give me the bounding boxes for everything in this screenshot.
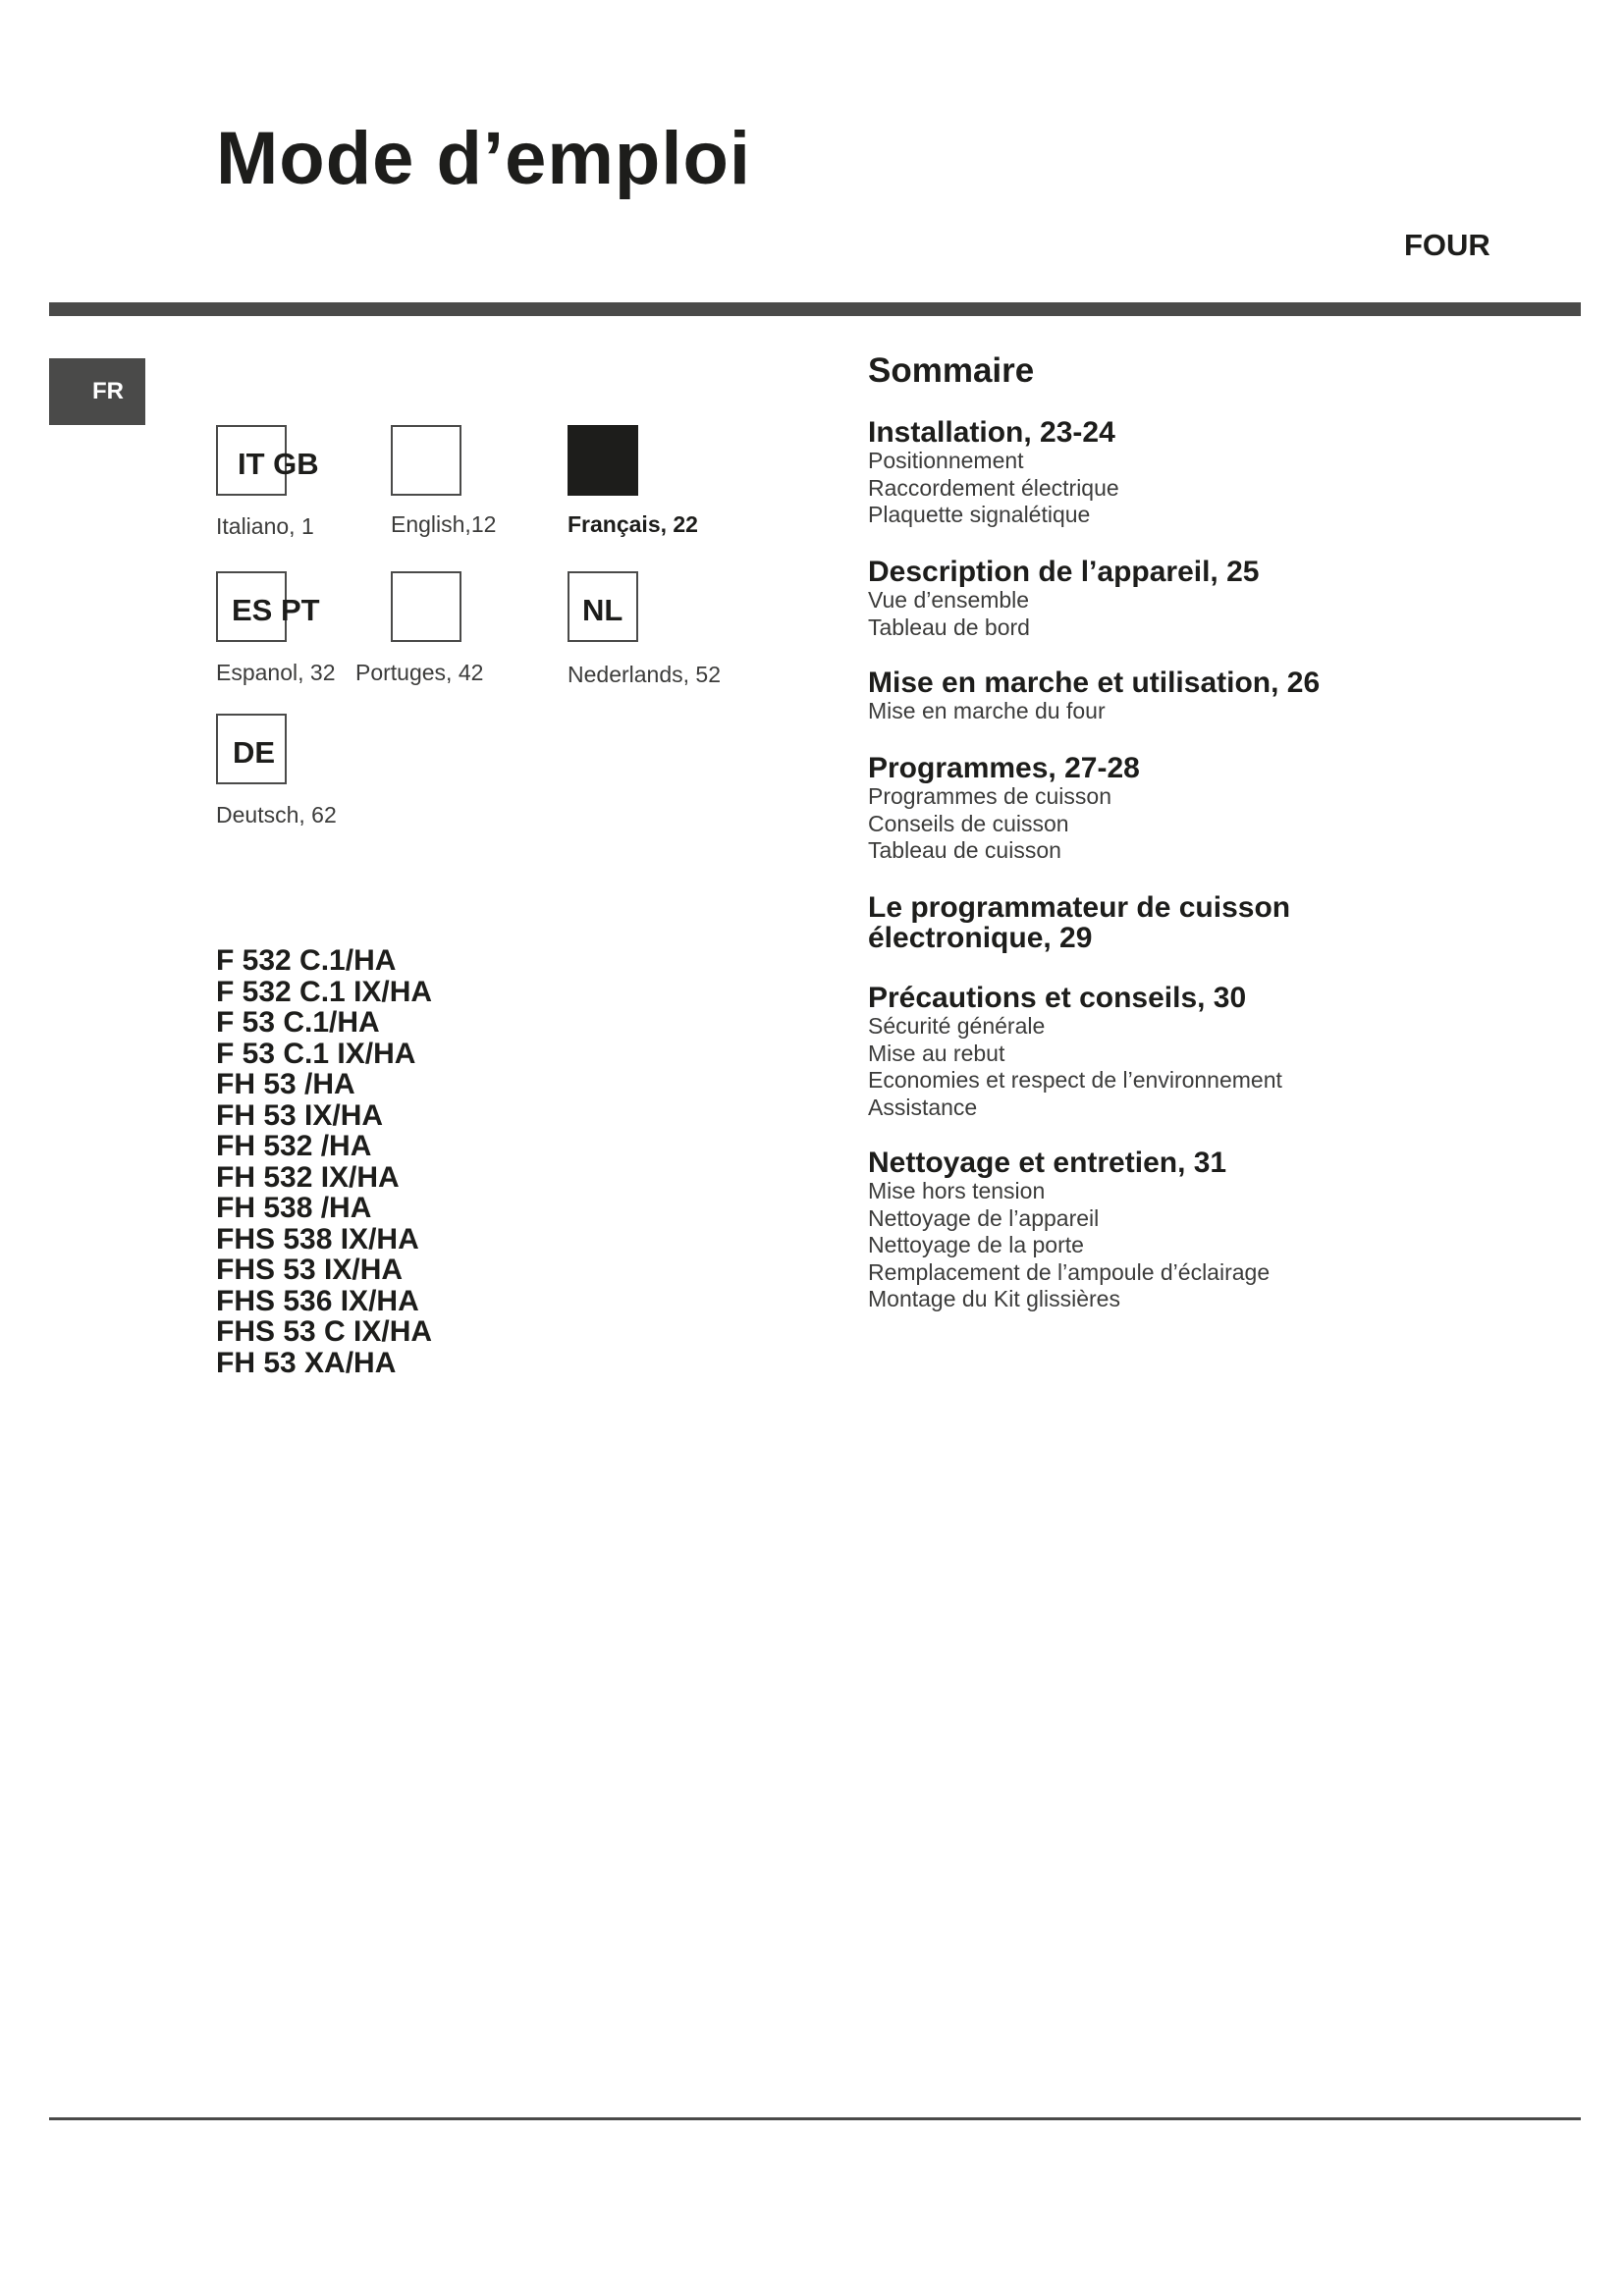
lang-label-francais: Français, 22 bbox=[568, 511, 698, 537]
toc-item: Montage du Kit glissières bbox=[868, 1286, 1120, 1311]
model-item: FH 532 IX/HA bbox=[216, 1160, 400, 1194]
toc-item: Nettoyage de l’appareil bbox=[868, 1204, 1100, 1231]
toc-item: Assistance bbox=[868, 1094, 978, 1120]
flag-box-fr-current bbox=[568, 425, 638, 496]
toc-heading: Description de l’appareil, 25 bbox=[868, 556, 1260, 588]
model-list bbox=[216, 945, 432, 1378]
lang-code-de: DE bbox=[233, 735, 276, 770]
toc-section-installation bbox=[868, 417, 1119, 529]
toc-title: Sommaire bbox=[868, 351, 1035, 390]
toc-item: Vue d’ensemble bbox=[868, 587, 1030, 613]
toc-item: Mise hors tension bbox=[868, 1178, 1046, 1203]
toc-heading: Le programmateur de cuisson bbox=[868, 891, 1291, 924]
toc-section-nettoyage bbox=[868, 1148, 1270, 1313]
model-item: FH 532 /HA bbox=[216, 1130, 372, 1162]
footer-divider bbox=[49, 2117, 1581, 2120]
toc-heading: Nettoyage et entretien, 31 bbox=[868, 1147, 1227, 1179]
page-title: Mode d’emploi bbox=[216, 117, 751, 200]
toc-item: Remplacement de l’ampoule d’éclairage bbox=[868, 1258, 1271, 1285]
toc-heading-line2: électronique, 29 bbox=[868, 922, 1093, 954]
toc-item: Plaquette signalétique bbox=[868, 502, 1091, 527]
model-item: FH 53 /HA bbox=[216, 1068, 355, 1100]
toc-heading: Installation, 23-24 bbox=[868, 416, 1115, 449]
lang-code-nl: NL bbox=[582, 593, 623, 627]
lang-label-espanol: Espanol, 32 bbox=[216, 660, 336, 685]
toc-section-mise-en-marche bbox=[868, 667, 1320, 725]
toc-item: Mise en marche du four bbox=[868, 698, 1106, 723]
toc-item: Tableau de cuisson bbox=[868, 837, 1061, 863]
flag-box-pt bbox=[391, 571, 461, 642]
language-tab: FR bbox=[49, 358, 145, 425]
model-item: F 532 C.1/HA bbox=[216, 944, 397, 977]
toc-section-precautions bbox=[868, 983, 1282, 1121]
toc-section-programmateur bbox=[868, 892, 1290, 953]
model-item: F 532 C.1 IX/HA bbox=[216, 975, 433, 1008]
lang-code-es-pt: ES PT bbox=[232, 593, 320, 627]
toc-section-description bbox=[868, 557, 1259, 641]
model-item: FH 53 IX/HA bbox=[216, 1098, 384, 1132]
toc-heading: Programmes, 27-28 bbox=[868, 752, 1140, 784]
flag-box-gb bbox=[391, 425, 461, 496]
header-divider bbox=[49, 302, 1581, 316]
toc-item: Nettoyage de la porte bbox=[868, 1232, 1084, 1257]
toc-item: Sécurité générale bbox=[868, 1013, 1046, 1039]
toc-heading: Mise en marche et utilisation, 26 bbox=[868, 667, 1321, 699]
model-item: F 53 C.1 IX/HA bbox=[216, 1037, 416, 1070]
toc-item: Conseils de cuisson bbox=[868, 810, 1069, 836]
toc-section-programmes bbox=[868, 753, 1140, 865]
toc-item: Positionnement bbox=[868, 448, 1024, 473]
model-item: FH 53 XA/HA bbox=[216, 1346, 397, 1379]
lang-code-it-gb: IT GB bbox=[238, 447, 319, 481]
model-item: FHS 53 C IX/HA bbox=[216, 1315, 433, 1348]
toc-item: Mise au rebut bbox=[868, 1040, 1005, 1066]
lang-label-deutsch: Deutsch, 62 bbox=[216, 802, 337, 828]
product-type: FOUR bbox=[1404, 228, 1490, 262]
lang-label-portuges: Portuges, 42 bbox=[355, 660, 484, 685]
lang-label-english: English,12 bbox=[391, 511, 497, 537]
lang-label-nederlands: Nederlands, 52 bbox=[568, 662, 721, 687]
model-item: F 53 C.1/HA bbox=[216, 1006, 380, 1039]
toc-item: Raccordement électrique bbox=[868, 474, 1119, 501]
toc-item: Economies et respect de l’environnement bbox=[868, 1067, 1282, 1093]
model-item: FHS 538 IX/HA bbox=[216, 1222, 419, 1255]
toc-item: Tableau de bord bbox=[868, 614, 1030, 640]
toc-item: Programmes de cuisson bbox=[868, 783, 1111, 809]
toc-heading: Précautions et conseils, 30 bbox=[868, 982, 1247, 1014]
model-item: FH 538 /HA bbox=[216, 1192, 372, 1224]
model-item: FHS 536 IX/HA bbox=[216, 1284, 419, 1317]
lang-label-italiano: Italiano, 1 bbox=[216, 513, 314, 539]
model-item: FHS 53 IX/HA bbox=[216, 1254, 404, 1286]
